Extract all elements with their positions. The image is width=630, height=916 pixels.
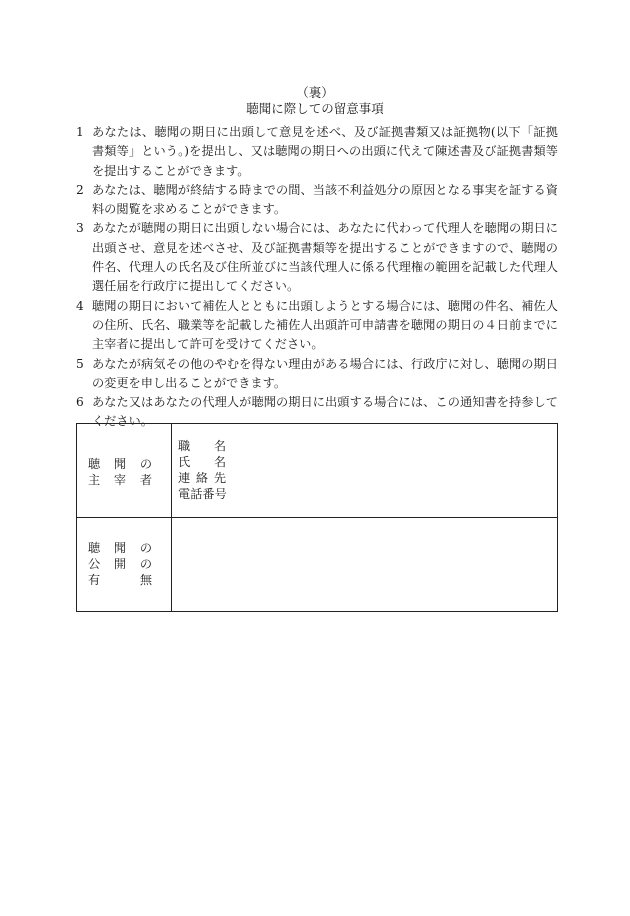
presider-label-cell <box>77 424 172 518</box>
list-item <box>76 355 558 394</box>
field-job-title: 職 名 <box>178 439 226 453</box>
list-item <box>76 297 558 355</box>
item-text: 聴聞の期日において補佐人とともに出頭しようとする場合には、聴聞の件名、補佐人の住所、氏名、職業等を記載した補佐人出頭許可申請書を聴聞の期日の４日前までに主宰者に提出して許可を受けてください。 <box>92 298 558 352</box>
presider-value-cell[interactable] <box>172 424 558 518</box>
label-line: 有 無 <box>88 573 152 587</box>
list-item <box>76 219 558 296</box>
item-text: あなたは、聴聞の期日に出頭して意見を述べ、及び証拠書類又は証拠物(以下「証拠書類等」という。)を提出し、又は聴聞の期日への出頭に代えて陳述書及び証拠書類等を提出することができます。 <box>92 125 558 178</box>
table-row-publicity <box>77 518 558 612</box>
item-number: 3 <box>76 221 84 236</box>
item-text: あなたが聴聞の期日に出頭しない場合には、あなたに代わって代理人を聴聞の期日に出頭させ、意見を述べさせ、及び証拠書類等を提出することができますので、聴聞の件名、代理人の氏名及び住所並びに当該代理人に係る代理権の範囲を記載した代理人選任届を行政庁に提出してください。 <box>92 221 558 294</box>
list-item <box>76 123 558 181</box>
field-phone: 電 話 番 号 <box>178 487 227 501</box>
item-text: あなたが病気その他のやむを得ない理由がある場合には、行政庁に対し、聴聞の期日の変更を申し出ることができます。 <box>92 356 558 390</box>
notes-list <box>76 123 558 432</box>
item-text: あなた又はあなたの代理人が聴聞の期日に出頭する場合には、この通知書を持参してください。 <box>92 395 558 429</box>
item-number: 5 <box>76 356 84 371</box>
item-number: 2 <box>76 182 84 197</box>
publicity-value-cell[interactable] <box>172 518 558 612</box>
item-text: あなたは、聴聞が終結する時までの間、当該不利益処分の原因となる事実を証する資料の閲覧を求めることができます。 <box>92 182 558 217</box>
field-contact: 連 絡 先 <box>178 471 226 485</box>
hearing-info-table <box>76 423 558 612</box>
label-line: 主 宰 者 <box>88 473 152 487</box>
list-item <box>76 181 558 220</box>
field-name: 氏 名 <box>178 455 226 469</box>
back-side-marker: （裏） <box>296 85 334 100</box>
publicity-label-cell <box>77 518 172 612</box>
item-number: 1 <box>76 125 84 139</box>
document-title: 聴聞に際しての留意事項 <box>246 101 384 116</box>
table-row-presider <box>77 424 558 518</box>
label-line: 公 開 の <box>88 557 152 571</box>
label-line: 聴 聞 の <box>88 541 152 555</box>
item-number: 4 <box>76 298 84 313</box>
label-line: 聴 聞 の <box>88 457 152 471</box>
item-number: 6 <box>76 395 84 410</box>
